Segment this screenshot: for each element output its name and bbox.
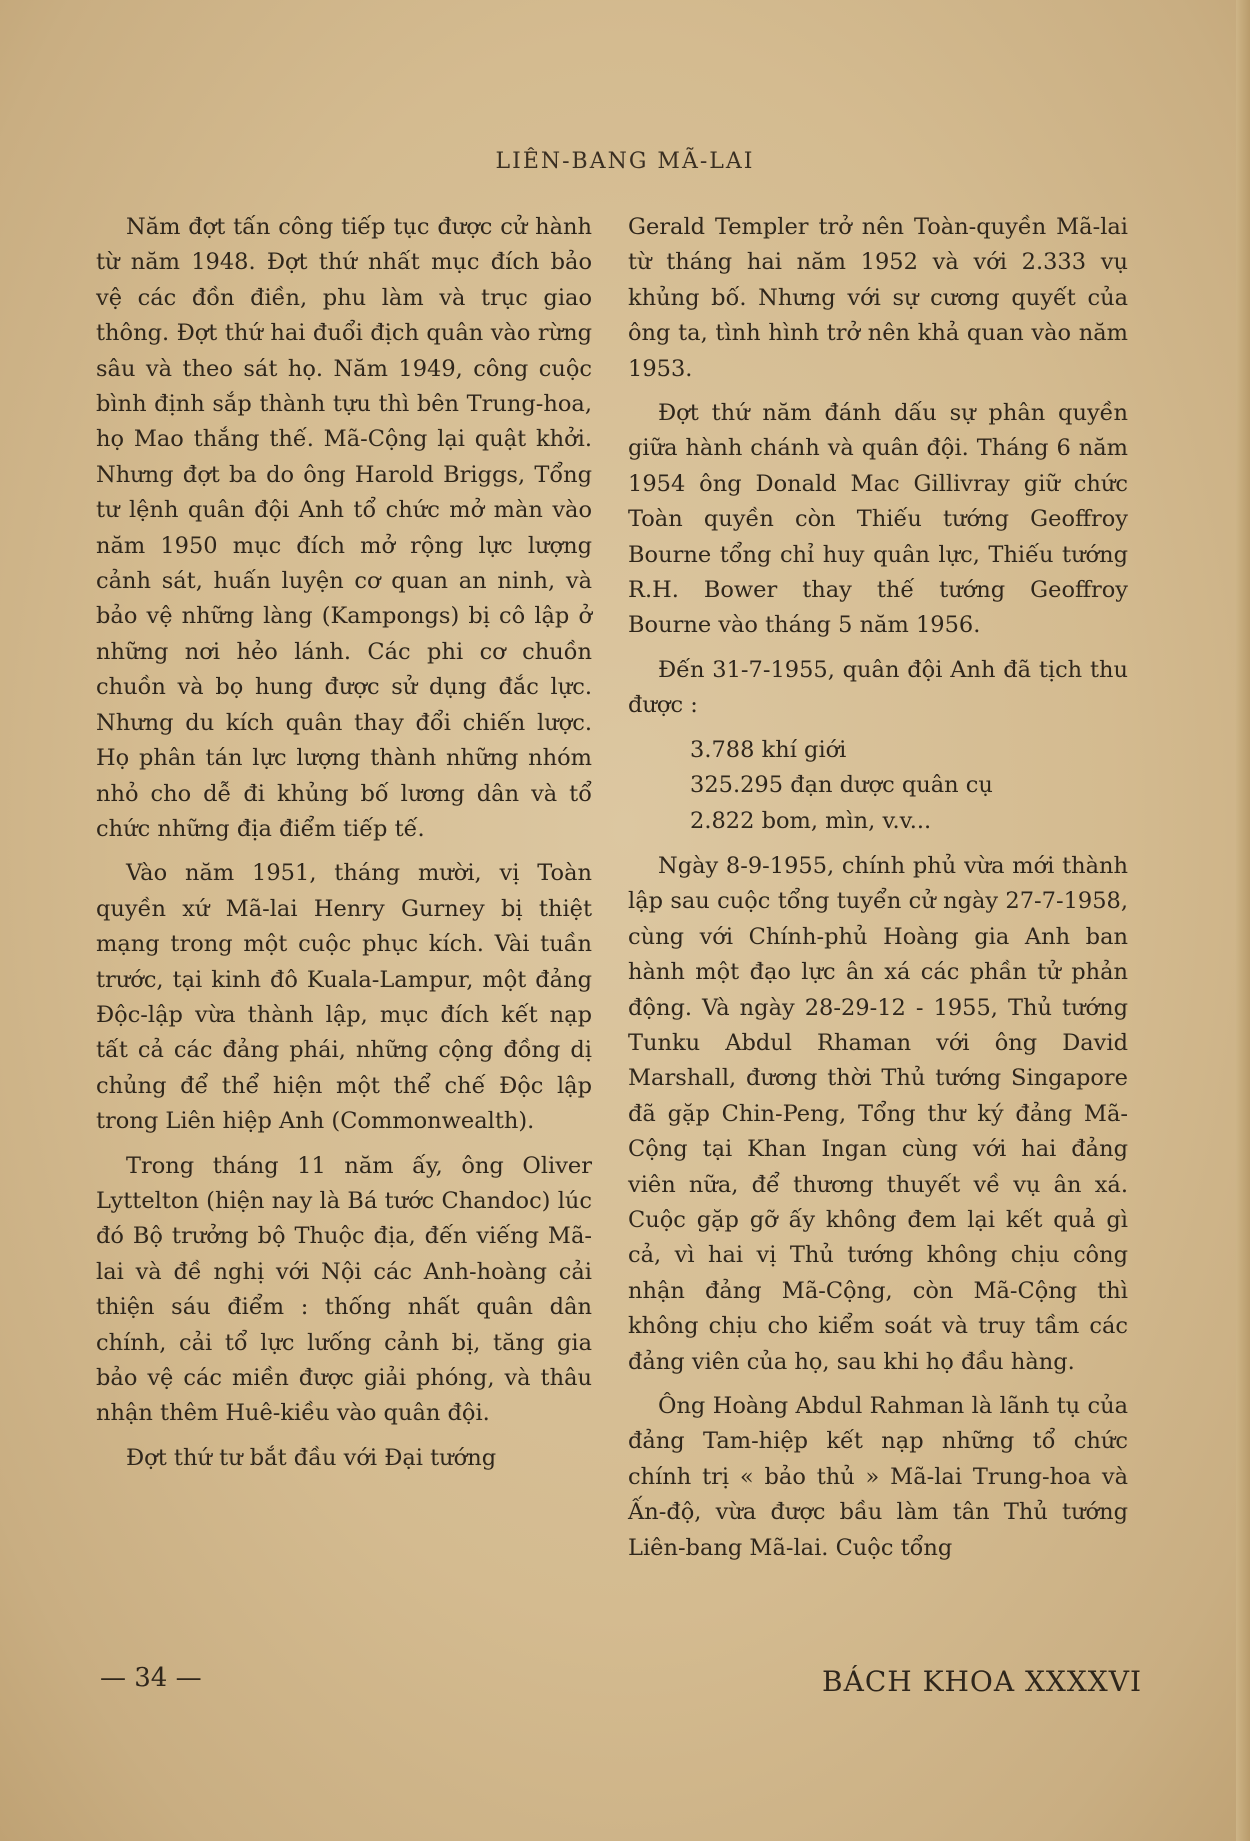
paragraph: Đợt thứ tư bắt đầu với Đại tướng [126,1444,497,1471]
list-item: 3.788 khí giới [690,736,847,763]
list-item: 2.822 bom, mìn, v.v... [690,807,932,834]
running-header: LIÊN-BANG MÃ-LAI [495,149,755,174]
paragraph: Ông Hoàng Abdul Rahman là lãnh tụ của đảng Tam-hiệp kết nạp những tổ chức chính trị « bảo thủ » Mã-lai Trung-hoa và Ấn-độ, vừa được bầu làm tân Thủ tướng Liên-bang Mã-lai. Cuộc tổng [628,1393,1128,1561]
paragraph: Gerald Templer trở nên Toàn-quyền Mã-lai từ tháng hai năm 1952 và với 2.333 vụ khủng bố. Nhưng với sự cương quyết của ông ta, tình hình trở nên khả quan vào năm 1953. [628,214,1128,382]
left-column [96,210,592,1485]
right-column [628,210,1128,1575]
seized-items-list [628,733,1128,839]
page-edge [1236,0,1250,1841]
page-number: — 34 — [100,1663,202,1693]
list-item: 325.295 đạn dược quân cụ [690,772,993,799]
paragraph: Năm đợt tấn công tiếp tục được cử hành từ năm 1948. Đợt thứ nhất mục đích bảo vệ các đồn điền, phu làm và trục giao thông. Đợt thứ hai đuổi địch quân vào rừng sâu và theo sát họ. Năm 1949, công cuộc bình định sắp thành tựu thì bên Trung-hoa, họ Mao thắng thế. Mã-Cộng lại quật khởi. Nhưng đợt ba do ông Harold Briggs, Tổng tư lệnh quân đội Anh tổ chức mở màn vào năm 1950 mục đích mở rộng lực lượng cảnh sát, huấn luyện cơ quan an ninh, và bảo vệ những làng (Kampongs) bị cô lập ở những nơi hẻo lánh. Các phi cơ chuồn chuồn và bọ hung được sử dụng đắc lực. Nhưng du kích quân thay đổi chiến lược. Họ phân tán lực lượng thành những nhóm nhỏ cho dễ đi khủng bố lương dân và tổ chức những địa điểm tiếp tế. [96,214,592,842]
paragraph: Trong tháng 11 năm ấy, ông Oliver Lyttelton (hiện nay là Bá tước Chandoc) lúc đó Bộ trưởng bộ Thuộc địa, đến viếng Mã-lai và đề nghị với Nội các Anh-hoàng cải thiện sáu điểm : thống nhất quân dân chính, cải tổ lực lưống cảnh bị, tăng gia bảo vệ các miền được giải phóng, và thâu nhận thêm Huê-kiều vào quân đội. [96,1152,592,1427]
paragraph: Đợt thứ năm đánh dấu sự phân quyền giữa hành chánh và quân đội. Tháng 6 năm 1954 ông Donald Mac Gillivray giữ chức Toàn quyền còn Thiếu tướng Geoffroy Bourne tổng chỉ huy quân lực, Thiếu tướng R.H. Bower thay thế tướng Geoffroy Bourne vào tháng 5 năm 1956. [628,400,1128,639]
magazine-title: BÁCH KHOA XXXXVI [822,1665,1142,1698]
paragraph: Ngày 8-9-1955, chính phủ vừa mới thành lập sau cuộc tổng tuyển cử ngày 27-7-1958, cùng với Chính-phủ Hoàng gia Anh ban hành một đạo lực ân xá các phần tử phản động. Và ngày 28-29-12 - 1955, Thủ tướng Tunku Abdul Rhaman với ông David Marshall, đương thời Thủ tướng Singapore đã gặp Chin-Peng, Tổng thư ký đảng Mã-Cộng tại Khan Ingan cùng với hai đảng viên nữa, để thương thuyết về vụ ân xá. Cuộc gặp gỡ ấy không đem lại kết quả gì cả, vì hai vị Thủ tướng không chịu công nhận đảng Mã-Cộng, còn Mã-Cộng thì không chịu cho kiểm soát và truy tầm các đảng viên của họ, sau khi họ đầu hàng. [628,852,1128,1375]
paragraph: Đến 31-7-1955, quân đội Anh đã tịch thu được : [628,656,1128,719]
paragraph: Vào năm 1951, tháng mười, vị Toàn quyền xứ Mã-lai Henry Gurney bị thiệt mạng trong một cuộc phục kích. Vài tuần trước, tại kinh đô Kuala-Lampur, một đảng Độc-lập vừa thành lập, mục đích kết nạp tất cả các đảng phái, những cộng đồng dị chủng để thể hiện một thể chế Độc lập trong Liên hiệp Anh (Commonwealth). [96,860,592,1135]
